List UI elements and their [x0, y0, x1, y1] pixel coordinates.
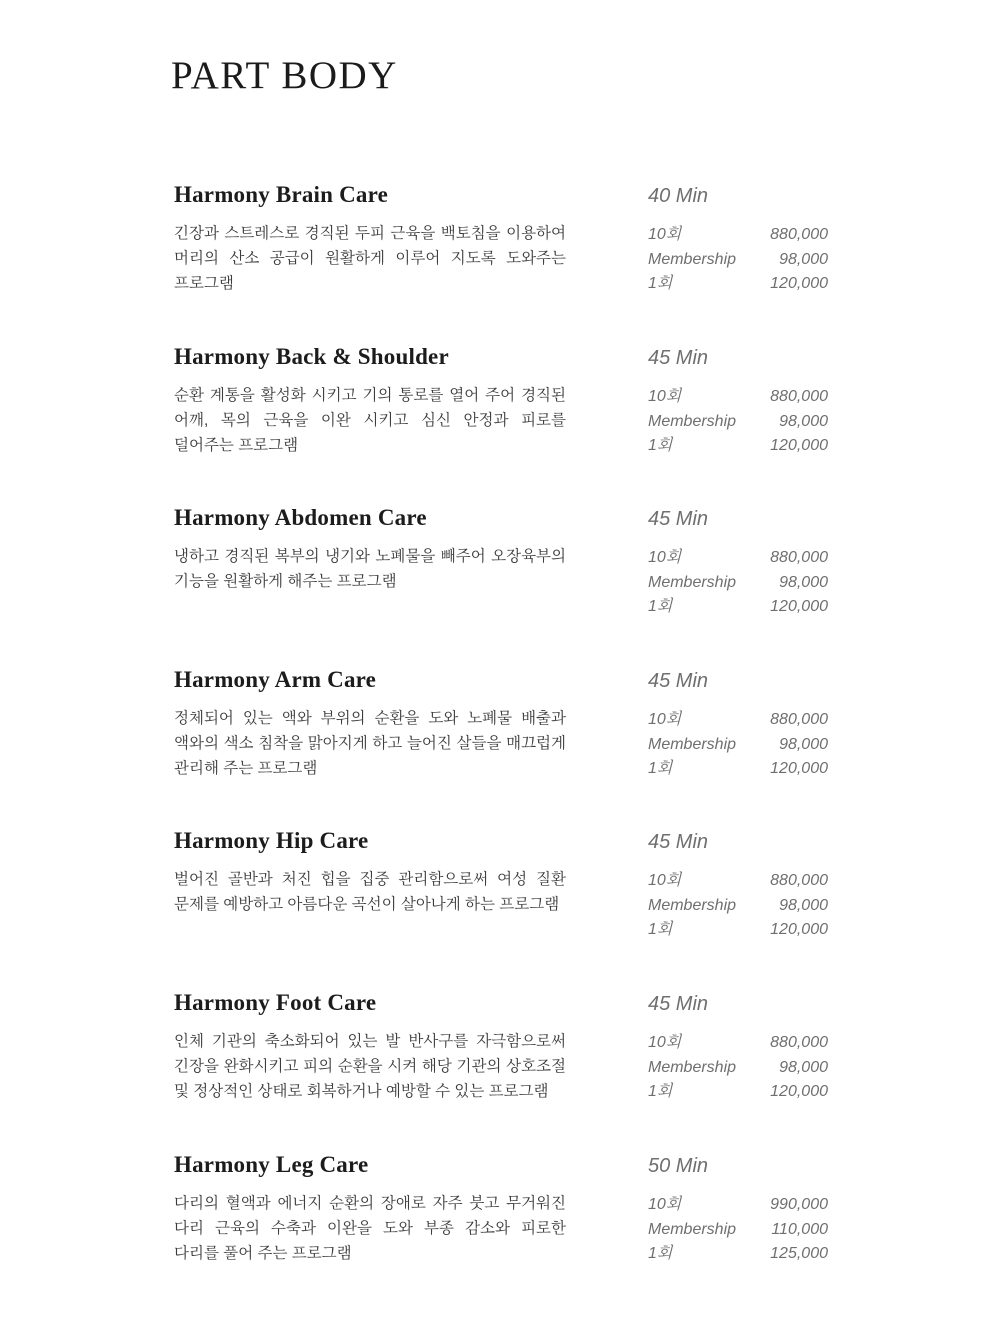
price-value: 120,000 — [770, 760, 828, 777]
price-value: 120,000 — [770, 1083, 828, 1100]
service-pricing — [648, 182, 828, 297]
price-term-label: Membership — [648, 412, 737, 430]
price-value: 880,000 — [770, 226, 828, 243]
price-term-label: 1회 — [648, 760, 673, 777]
service-title: Harmony Leg Care — [174, 1152, 369, 1177]
price-row — [648, 1031, 828, 1056]
service-description: 인체 기관의 축소화되어 있는 발 반사구를 자극함으로써 긴장을 완화시키고 피의 순환을 시켜 해당 기관의 상호조절 및 정상적인 상태로 회복하거나 예방할 수 있는 프로그램 — [174, 1033, 566, 1100]
service-info — [174, 181, 566, 296]
price-term-label: Membership — [648, 735, 737, 753]
price-row — [648, 571, 828, 596]
price-table — [648, 546, 828, 620]
price-term-label: 1회 — [648, 921, 673, 938]
price-row — [648, 248, 828, 273]
price-term-label: Membership — [648, 573, 737, 591]
service-title: Harmony Abdomen Care — [174, 505, 427, 530]
price-value: 880,000 — [770, 549, 828, 566]
price-row — [648, 708, 828, 733]
price-row — [648, 385, 828, 410]
service-duration: 45 Min — [648, 993, 709, 1015]
price-term-label: Membership — [648, 250, 737, 268]
price-table — [648, 223, 828, 297]
price-value: 120,000 — [770, 437, 828, 454]
price-row — [648, 434, 828, 459]
price-row — [648, 1056, 828, 1081]
price-value: 98,000 — [779, 1058, 828, 1076]
service-title: Harmony Brain Care — [174, 182, 388, 207]
service-info — [174, 1151, 566, 1266]
price-term-label: 10회 — [648, 1196, 682, 1213]
price-value: 990,000 — [770, 1196, 828, 1213]
price-value: 880,000 — [770, 872, 828, 889]
service-info — [174, 989, 566, 1104]
price-row — [648, 869, 828, 894]
service-duration: 45 Min — [648, 347, 709, 369]
service-title: Harmony Foot Care — [174, 990, 377, 1015]
price-term-label: 1회 — [648, 598, 673, 615]
service-description: 다리의 혈액과 에너지 순환의 장애로 자주 붓고 무거워진 다리 근육의 수축과 이완을 도와 부종 감소와 피로한 다리를 풀어 주는 프로그램 — [174, 1195, 566, 1262]
price-term-label: 1회 — [648, 1245, 673, 1262]
price-row — [648, 733, 828, 758]
service-duration: 40 Min — [648, 185, 709, 207]
service-duration: 45 Min — [648, 508, 709, 530]
page-title: PART BODY — [171, 54, 398, 97]
price-value: 98,000 — [779, 896, 828, 914]
service-pricing — [648, 990, 828, 1105]
price-table — [648, 1031, 828, 1105]
service-pricing — [648, 505, 828, 620]
price-row — [648, 918, 828, 943]
price-row — [648, 546, 828, 571]
price-value: 98,000 — [779, 573, 828, 591]
price-table — [648, 708, 828, 782]
price-term-label: 1회 — [648, 437, 673, 454]
price-row — [648, 595, 828, 620]
price-value: 880,000 — [770, 388, 828, 405]
price-value: 98,000 — [779, 735, 828, 753]
price-row — [648, 1080, 828, 1105]
price-value: 125,000 — [770, 1245, 828, 1262]
service-pricing — [648, 1152, 828, 1267]
price-value: 98,000 — [779, 412, 828, 430]
price-term-label: 10회 — [648, 1034, 682, 1051]
price-term-label: 10회 — [648, 388, 682, 405]
service-duration: 45 Min — [648, 831, 709, 853]
service-description: 정체되어 있는 액와 부위의 순환을 도와 노폐물 배출과 액와의 색소 침착을 맑아지게 하고 늘어진 살들을 매끄럽게 관리해 주는 프로그램 — [174, 710, 566, 777]
service-title: Harmony Hip Care — [174, 828, 369, 853]
price-row — [648, 1218, 828, 1243]
price-row — [648, 410, 828, 435]
service-pricing — [648, 667, 828, 782]
service-info — [174, 504, 566, 594]
price-value: 120,000 — [770, 921, 828, 938]
price-table — [648, 1193, 828, 1267]
service-duration: 50 Min — [648, 1155, 709, 1177]
price-value: 98,000 — [779, 250, 828, 268]
service-description: 벌어진 골반과 처진 힙을 집중 관리함으로써 여성 질환 문제를 예방하고 아름다운 곡선이 살아나게 하는 프로그램 — [174, 871, 566, 913]
price-term-label: 10회 — [648, 549, 682, 566]
service-info — [174, 827, 566, 917]
service-info — [174, 343, 566, 458]
price-term-label: Membership — [648, 896, 737, 914]
price-table — [648, 385, 828, 459]
price-row — [648, 223, 828, 248]
service-info — [174, 666, 566, 781]
price-term-label: Membership — [648, 1220, 737, 1238]
price-row — [648, 1242, 828, 1267]
service-pricing — [648, 828, 828, 943]
price-term-label: 1회 — [648, 275, 673, 292]
price-value: 880,000 — [770, 711, 828, 728]
price-value: 120,000 — [770, 275, 828, 292]
price-term-label: Membership — [648, 1058, 737, 1076]
price-row — [648, 894, 828, 919]
price-table — [648, 869, 828, 943]
price-term-label: 1회 — [648, 1083, 673, 1100]
service-duration: 45 Min — [648, 670, 709, 692]
service-title: Harmony Arm Care — [174, 667, 377, 692]
service-description: 긴장과 스트레스로 경직된 두피 근육을 백토침을 이용하여 머리의 산소 공급이 원활하게 이루어 지도록 도와주는 프로그램 — [174, 225, 566, 292]
price-value: 120,000 — [770, 598, 828, 615]
service-description: 냉하고 경직된 복부의 냉기와 노폐물을 빼주어 오장육부의 기능을 원활하게 해주는 프로그램 — [174, 548, 566, 590]
price-value: 880,000 — [770, 1034, 828, 1051]
price-row — [648, 757, 828, 782]
price-term-label: 10회 — [648, 872, 682, 889]
service-title: Harmony Back & Shoulder — [174, 344, 449, 369]
price-row — [648, 1193, 828, 1218]
price-value: 110,000 — [771, 1220, 828, 1238]
price-row — [648, 272, 828, 297]
price-term-label: 10회 — [648, 226, 682, 243]
service-pricing — [648, 344, 828, 459]
service-description: 순환 계통을 활성화 시키고 기의 통로를 열어 주어 경직된 어깨, 목의 근육을 이완 시키고 심신 안정과 피로를 덜어주는 프로그램 — [174, 387, 566, 454]
price-term-label: 10회 — [648, 711, 682, 728]
